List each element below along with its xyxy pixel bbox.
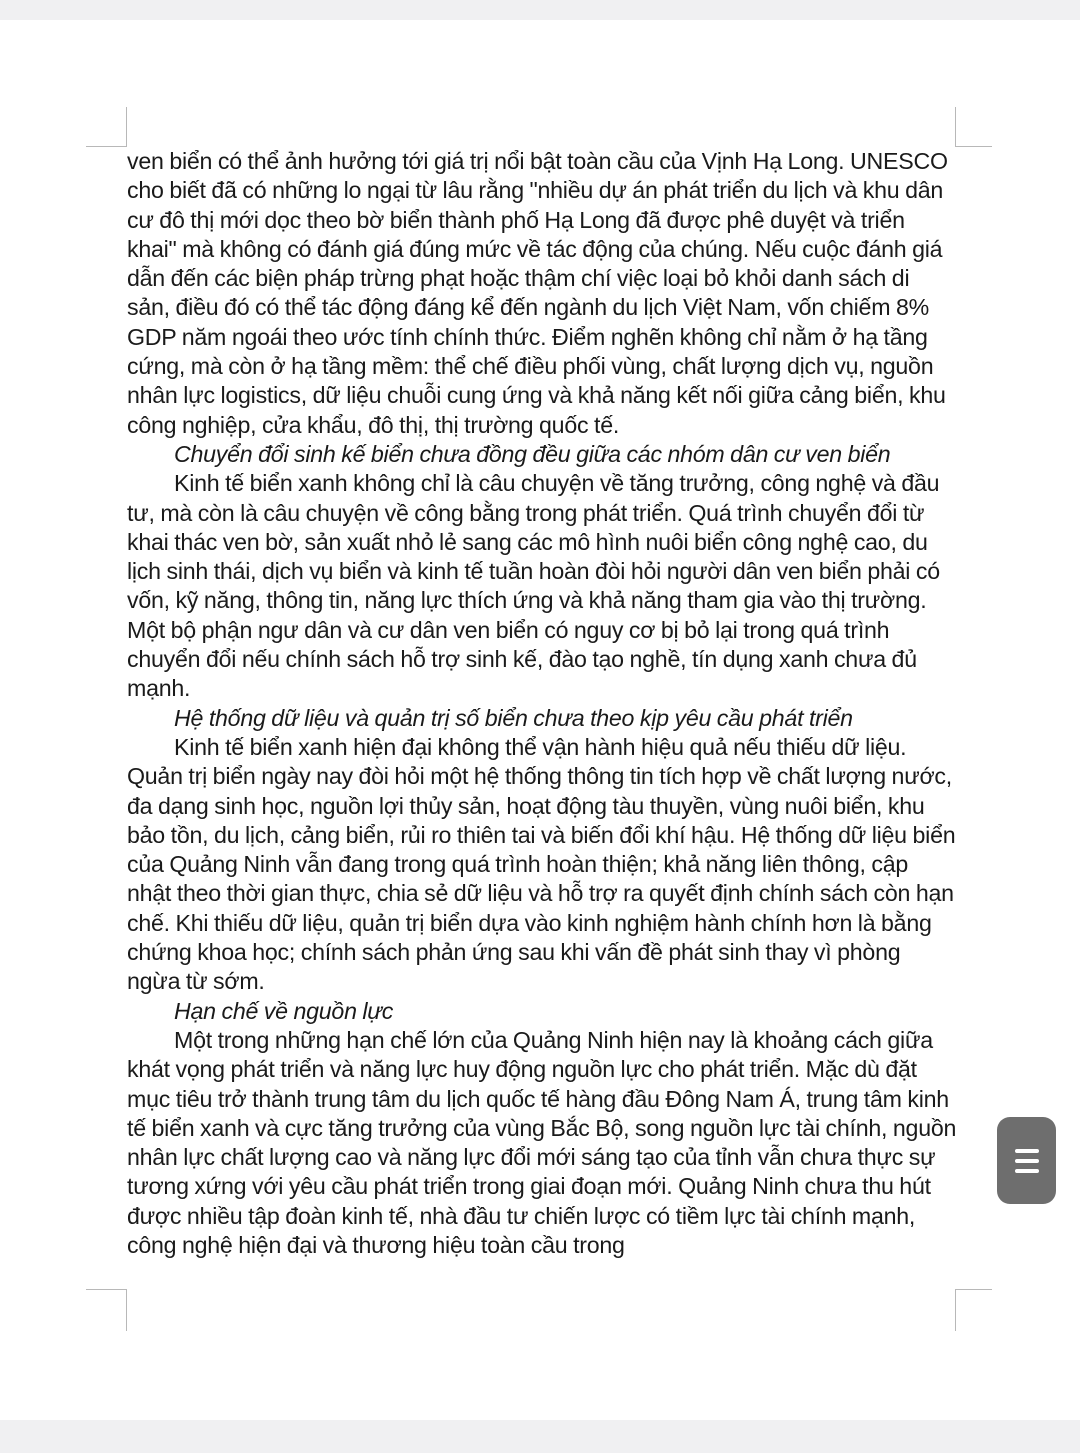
crop-mark-bottom-left-vertical [126,1289,127,1331]
crop-mark-top-right-horizontal [955,146,992,147]
section-heading: Hạn chế về nguồn lực [174,997,394,1024]
floating-menu-button[interactable] [997,1117,1056,1204]
crop-mark-top-left-horizontal [86,146,127,147]
crop-mark-bottom-right-vertical [955,1289,956,1331]
document-body [127,147,957,1260]
menu-icon [1014,1146,1040,1176]
crop-mark-bottom-right-horizontal [955,1289,992,1290]
crop-mark-top-left-vertical [126,107,127,147]
crop-mark-bottom-left-horizontal [86,1289,127,1290]
paragraph: Một trong những hạn chế lớn của Quảng Ninh hiện nay là khoảng cách giữa khát vọng phát triển và năng lực huy động nguồn lực cho phát triển. Mặc dù đặt mục tiêu trở thành trung tâm du lịch quốc tế hàng đầu Đông Nam Á, trung tâm kinh tế biển xanh và cực tăng trưởng của vùng Bắc Bộ, song nguồn lực tài chính, nguồn nhân lực chất lượng cao và năng lực đổi mới sáng tạo của tỉnh vẫn chưa thực sự tương xứng với yêu cầu phát triển trong giai đoạn mới. Quảng Ninh chưa thu hút được nhiều tập đoàn kinh tế, nhà đầu tư chiến lược có tiềm lực tài chính mạnh, công nghệ hiện đại và thương hiệu toàn cầu trong [127,1026,957,1258]
paragraph: Kinh tế biển xanh không chỉ là câu chuyện về tăng trưởng, công nghệ và đầu tư, mà còn là câu chuyện về công bằng trong phát triển. Quá trình chuyển đổi từ khai thác ven bờ, sản xuất nhỏ lẻ sang các mô hình nuôi biển công nghệ cao, du lịch sinh thái, dịch vụ biển và kinh tế tuần hoàn đòi hỏi người dân ven biển phải có vốn, kỹ năng, thông tin, năng lực thích ứng và khả năng tham gia vào thị trường. Một bộ phận ngư dân và cư dân ven biển có nguy cơ bị bỏ lại trong quá trình chuyển đổi nếu chính sách hỗ trợ sinh kế, đào tạo nghề, tín dụng xanh chưa đủ mạnh. [127,470,940,702]
section-heading: Chuyển đổi sinh kế biển chưa đồng đều giữa các nhóm dân cư ven biển [174,440,891,467]
crop-mark-top-right-vertical [955,107,956,147]
section-heading: Hệ thống dữ liệu và quản trị số biển chưa theo kịp yêu cầu phát triển [174,704,853,731]
paragraph: Kinh tế biển xanh hiện đại không thể vận hành hiệu quả nếu thiếu dữ liệu. Quản trị biển ngày nay đòi hỏi một hệ thống thông tin tích hợp về chất lượng nước, đa dạng sinh học, nguồn lợi thủy sản, hoạt động tàu thuyền, vùng nuôi biển, khu bảo tồn, du lịch, cảng biển, rủi ro thiên tai và biến đổi khí hậu. Hệ thống dữ liệu biển của Quảng Ninh vẫn đang trong quá trình hoàn thiện; khả năng liên thông, cập nhật theo thời gian thực, chia sẻ dữ liệu và hỗ trợ ra quyết định chính sách còn hạn chế. Khi thiếu dữ liệu, quản trị biển dựa vào kinh nghiệm hành chính hơn là bằng chứng khoa học; chính sách phản ứng sau khi vấn đề phát sinh thay vì phòng ngừa từ sớm. [127,733,956,995]
paragraph: ven biển có thể ảnh hưởng tới giá trị nổi bật toàn cầu của Vịnh Hạ Long. UNESCO cho biết đã có những lo ngại từ lâu rằng "nhiều dự án phát triển du lịch và khu dân cư đô thị mới dọc theo bờ biển thành phố Hạ Long đã được phê duyệt và triển khai" mà không có đánh giá đúng mức về tác động của chúng. Nếu cuộc đánh giá dẫn đến các biện pháp trừng phạt hoặc thậm chí việc loại bỏ khỏi danh sách di sản, điều đó có thể tác động đáng kể đến ngành du lịch Việt Nam, vốn chiếm 8% GDP năm ngoái theo ước tính chính thức. Điểm nghẽn không chỉ nằm ở hạ tầng cứng, mà còn ở hạ tầng mềm: thể chế điều phối vùng, chất lượng dịch vụ, nguồn nhân lực logistics, dữ liệu chuỗi cung ứng và khả năng kết nối giữa cảng biển, khu công nghiệp, cửa khẩu, đô thị, thị trường quốc tế. [127,148,948,438]
